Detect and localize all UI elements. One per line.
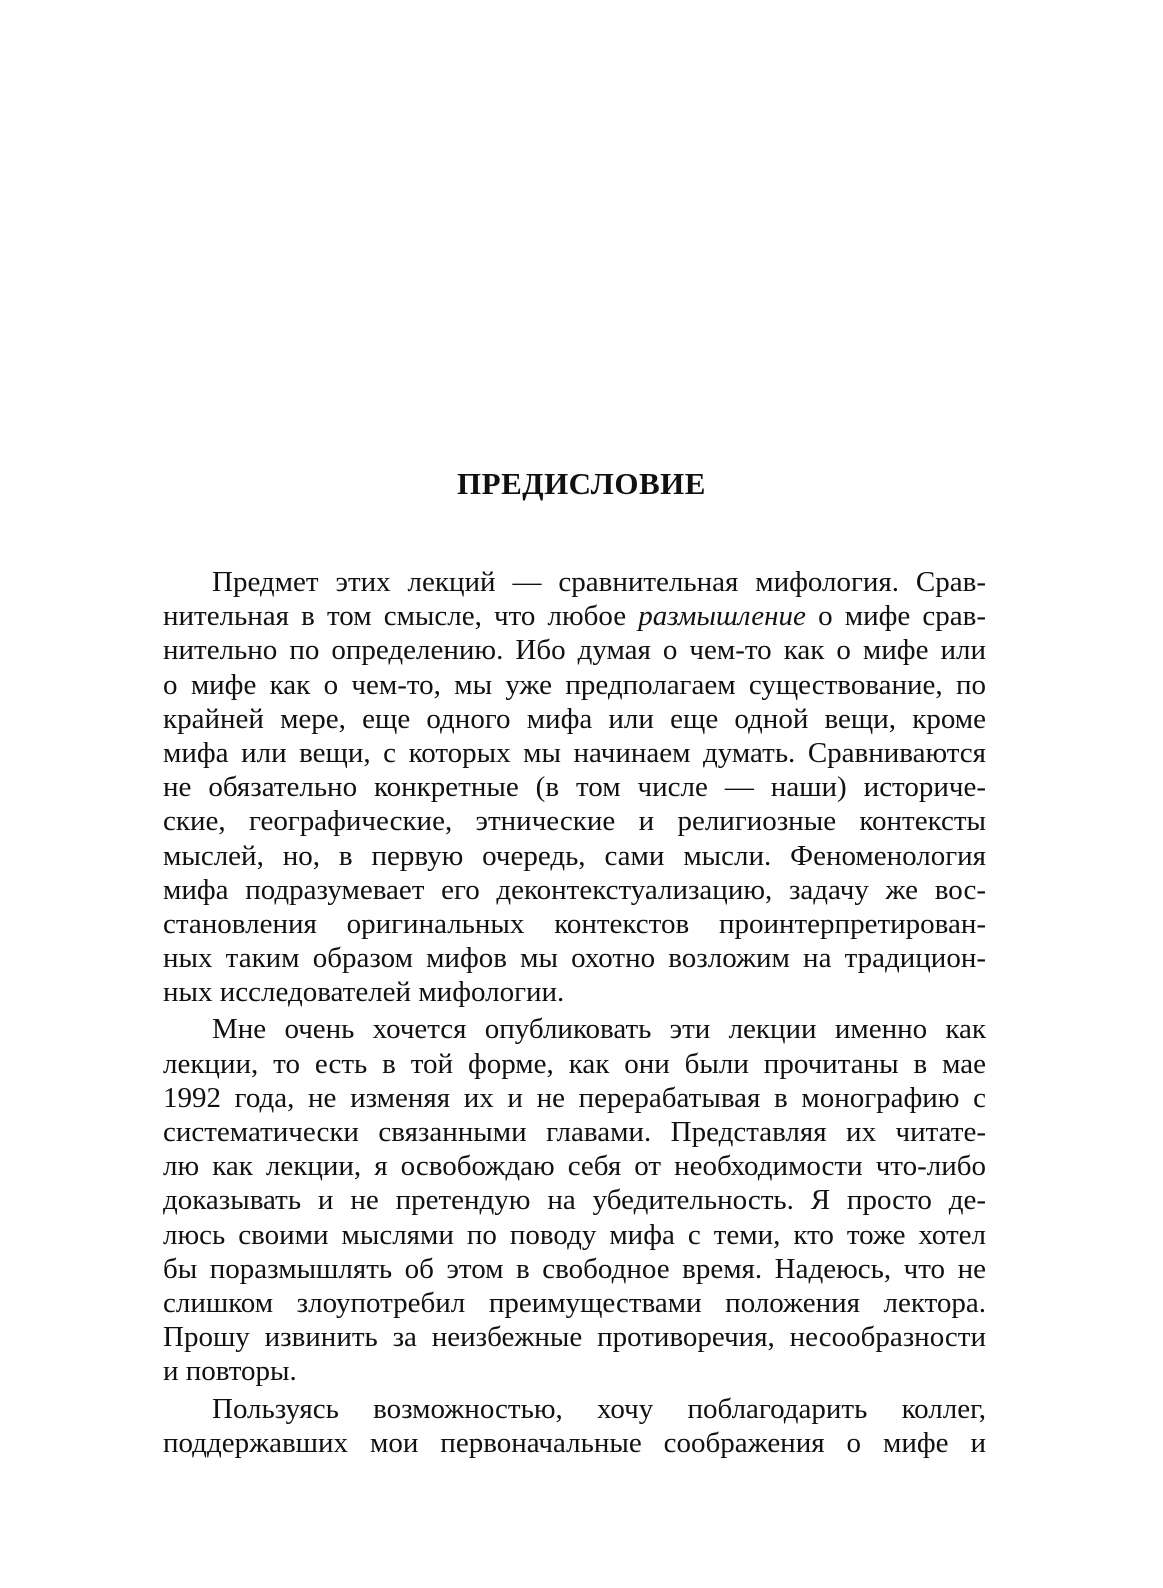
- text-line: лю как лекции, я освобождаю себя от необходимости что-либо: [163, 1150, 986, 1183]
- paragraph-2: [163, 1012, 986, 1388]
- text-line: ных исследователей мифологии.: [163, 976, 565, 1009]
- text-line: поддержавших мои первоначальные соображения о мифе и: [163, 1426, 986, 1459]
- paragraph-1: [163, 565, 986, 1009]
- text-line: Предмет этих лекций — сравнительная мифология. Срав-: [212, 566, 986, 598]
- text-fragment: нительная в том смысле, что любое: [163, 600, 639, 633]
- emphasized-word: размышление: [638, 600, 806, 633]
- text-fragment: о мифе срав-: [805, 600, 986, 633]
- text-line: Мне очень хочется опубликовать эти лекции именно как: [212, 1013, 986, 1046]
- body-text: [163, 565, 986, 1460]
- text-line: систематически связанными главами. Представляя их читате-: [163, 1116, 986, 1148]
- text-line: 1992 года, не изменяя их и не перерабатывая в монографию с: [163, 1081, 986, 1114]
- text-line: ных таким образом мифов мы охотно возложим на традицион-: [163, 942, 986, 975]
- text-line: лекции, то есть в той форме, как они были прочитаны в мае: [163, 1047, 986, 1080]
- text-line: доказывать и не претендую на убедительность. Я просто де-: [163, 1184, 986, 1217]
- paragraph-3: [163, 1392, 986, 1460]
- text-line: [163, 599, 986, 633]
- text-line: мифа или вещи, с которых мы начинаем думать. Сравниваются: [163, 736, 986, 769]
- text-line: мыслей, но, в первую очередь, сами мысли. Феноменология: [163, 839, 986, 872]
- text-line: не обязательно конкретные (в том числе — наши) историче-: [163, 771, 986, 804]
- text-line: крайней мере, еще одного мифа или еще одной вещи, кроме: [163, 702, 986, 735]
- text-line: слишком злоупотребил преимуществами положения лектора.: [163, 1286, 986, 1319]
- page-heading: ПРЕДИСЛОВИЕ: [457, 466, 706, 501]
- text-line: бы поразмышлять об этом в свободное время. Надеюсь, что не: [163, 1252, 986, 1285]
- text-line: мифа подразумевает его деконтекстуализацию, задачу же вос-: [163, 873, 986, 906]
- text-line: о мифе как о чем-то, мы уже предполагаем существование, по: [163, 668, 986, 701]
- text-line: и повторы.: [163, 1355, 297, 1388]
- text-line: нительно по определению. Ибо думая о чем-то как о мифе или: [163, 634, 986, 667]
- text-line: Пользуясь возможностью, хочу поблагодарить коллег,: [212, 1392, 986, 1425]
- text-line: Прошу извинить за неизбежные противоречия, несообразности: [163, 1321, 986, 1354]
- text-line: становления оригинальных контекстов проинтерпретирован-: [163, 907, 986, 940]
- text-line: люсь своими мыслями по поводу мифа с теми, кто тоже хотел: [163, 1218, 986, 1251]
- text-line: ские, географические, этнические и религиозные контексты: [163, 805, 986, 838]
